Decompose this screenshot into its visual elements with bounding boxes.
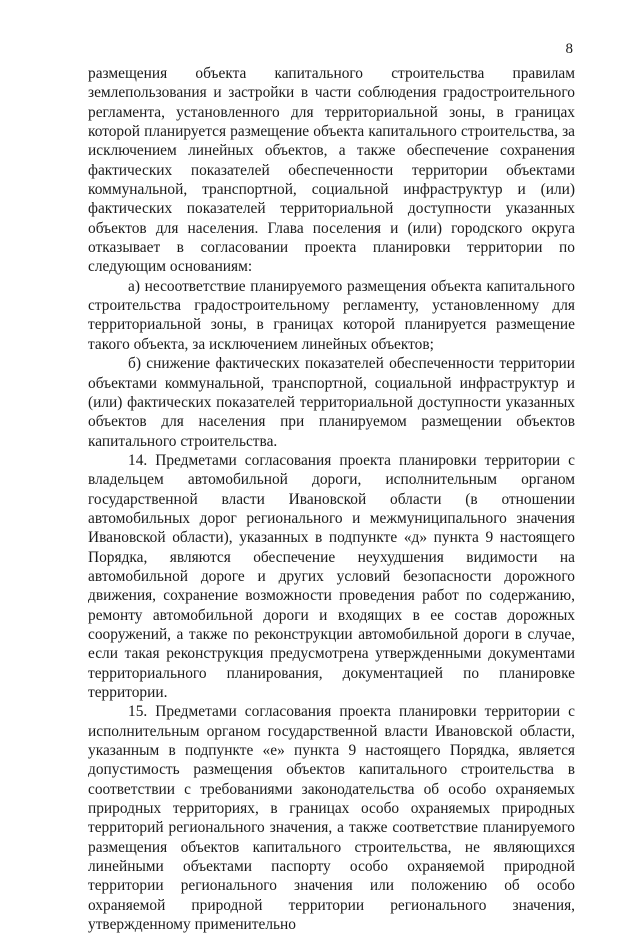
paragraph-subitem-a: а) несоответствие планируемого размещения объекта капитального строительства градостроительному регламенту, установленному для территориальной зоны, в границах которой планируется размещение такого объекта, за исключением линейных объектов; [88,277,575,353]
paragraph-item-14: 14. Предметами согласования проекта планировки территории с владельцем автомобильной дороги, исполнительным органом государственной власти Ивановской области (в отношении автомобильных дорог регионального и межмуниципального значения Ивановской области), указанных в подпункте «д» пункта 9 настоящего Порядка, являются обеспечение неухудшения видимости на автомобильной дороге и других условий безопасности дорожного движения, сохранение возможности проведения работ по содержанию, ремонту автомобильной дороги и входящих в ее состав дорожных сооружений, а также по реконструкции автомобильной дороги в случае, если такая реконструкция предусмотрена утвержденными документами территориального планирования, документацией по планировке территории. [88,451,575,701]
document-body [88,64,575,934]
page-number: 8 [565,41,573,57]
paragraph-subitem-b: б) снижение фактических показателей обеспеченности территории объектами коммунальной, транспортной, социальной инфраструктур и (или) фактических показателей территориальной доступности указанных объектов для населения при планируемом размещении объектов капитального строительства. [88,355,575,450]
paragraph-continuation: размещения объекта капитального строительства правилам землепользования и застройки в части соблюдения градостроительного регламента, установленного для территориальной зоны, в границах которой планируется размещение объекта капитального строительства, за исключением линейных объектов, а также обеспечение сохранения фактических показателей обеспеченности территории объектами коммунальной, транспортной, социальной инфраструктур и (или) фактических показателей территориальной доступности указанных объектов для населения. Глава поселения и (или) городского округа отказывает в согласовании проекта планировки территории по следующим основаниям: [88,65,575,276]
paragraph-item-15: 15. Предметами согласования проекта планировки территории с исполнительным органом государственной власти Ивановской области, указанным в подпункте «е» пункта 9 настоящего Порядка, является допустимость размещения объектов капитального строительства в соответствии с требованиями законодательства об особо охраняемых природных территориях, в границах особо охраняемых природных территорий регионального значения, а также соответствие планируемого размещения объектов капитального строительства, не являющихся линейными объектами паспорту особо охраняемой природной территории регионального значения или положению об особо охраняемой природной территории регионального значения, утвержденному применительно [88,703,575,934]
